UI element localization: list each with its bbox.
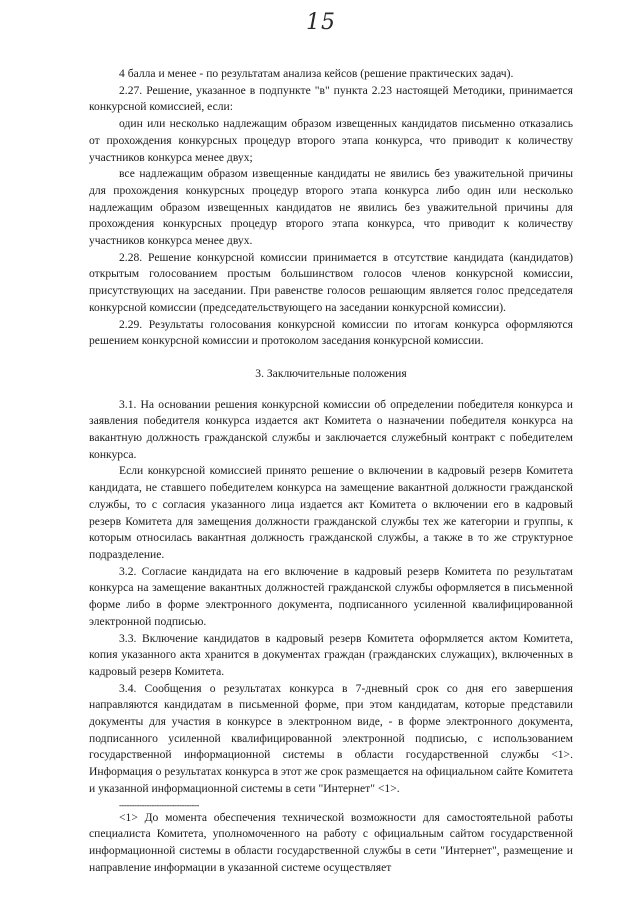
paragraph: 2.29. Результаты голосования конкурсной комиссии по итогам конкурса оформляются решением конкурсной комиссии и протоколом заседания конкурсной комиссии. bbox=[89, 317, 573, 348]
footnote: <1> До момента обеспечения технической возможности для самостоятельной работы специалиста Комитета, уполномоченного на работу с официальным сайтом государственной информационной системы в области государственной службы в сети "Интернет", размещение и направление информации в указанной системе осуществляет bbox=[89, 810, 573, 874]
paragraph: 3.1. На основании решения конкурсной комиссии об определении победителя конкурса и заявления победителя конкурса издается акт Комитета о назначении победителя конкурса на вакантную должность гражданской службы и заключается служебный контракт с победителем конкурса. bbox=[89, 397, 573, 461]
paragraph: один или несколько надлежащим образом извещенных кандидатов письменно отказались от прохождения конкурсных процедур второго этапа конкурса, что приводит к количеству участников конкурса менее двух; bbox=[89, 117, 573, 164]
section-title: 3. Заключительные положения bbox=[255, 366, 407, 380]
page-number: 15 bbox=[306, 10, 336, 35]
paragraph: 3.2. Согласие кандидата на его включение в кадровый резерв Комитета по результатам конкурса на замещение вакантных должностей гражданской службы оформляется в письменной форме либо в форме электронного документа, подписанного усиленной квалифицированной электронной подписью. bbox=[89, 564, 573, 628]
paragraph: 3.3. Включение кандидатов в кадровый резерв Комитета оформляется актом Комитета, копия указанного акта хранится в документах граждан (гражданских служащих), включенных в кадровый резерв Комитета. bbox=[89, 631, 573, 678]
paragraph: 2.28. Решение конкурсной комиссии принимается в отсутствие кандидата (кандидатов) открытым голосованием простым большинством голосов членов конкурсной комиссии, присутствующих на заседании. При равенстве голосов решающим является голос председателя конкурсной комиссии (председательствующего на заседании конкурсной комиссии). bbox=[89, 250, 573, 314]
document-body bbox=[89, 66, 573, 876]
paragraph: 2.27. Решение, указанное в подпункте "в" пункта 2.23 настоящей Методики, принимается конкурсной комиссией, если: bbox=[89, 83, 573, 114]
footnote-separator: -------------------------------- bbox=[119, 799, 199, 810]
paragraph: все надлежащим образом извещенные кандидаты не явились без уважительной причины для прохождения конкурсных процедур второго этапа конкурса либо один или несколько надлежащим образом извещенных кандидатов не явились без уважительной причины для прохождения конкурсных процедур второго этапа конкурса, что приводит к количеству участников конкурса менее двух. bbox=[89, 167, 573, 248]
paragraph: 3.4. Сообщения о результатах конкурса в 7-дневный срок со дня его завершения направляются кандидатам в письменной форме, при этом кандидатам, которые представили документы для участия в конкурсе в электронном виде, - в форме электронного документа, подписанного усиленной квалифицированной электронной подписью, с использованием государственной информационной системы в области государственной службы <1>. Информация о результатах конкурса в этот же срок размещается на официальном сайте Комитета и указанной информационной системы в сети "Интернет" <1>. bbox=[89, 681, 573, 795]
paragraph: Если конкурсной комиссией принято решение о включении в кадровый резерв Комитета кандидата, не ставшего победителем конкурса на замещение вакантной должности гражданской службы, то с согласия указанного лица издается акт Комитета о включении его в кадровый резерв Комитета для замещения должности гражданской службы тех же категории и группы, к которым относилась вакантная должность гражданской службы, а также в то же структурное подразделение. bbox=[89, 464, 573, 561]
paragraph: 4 балла и менее - по результатам анализа кейсов (решение практических задач). bbox=[119, 67, 514, 80]
